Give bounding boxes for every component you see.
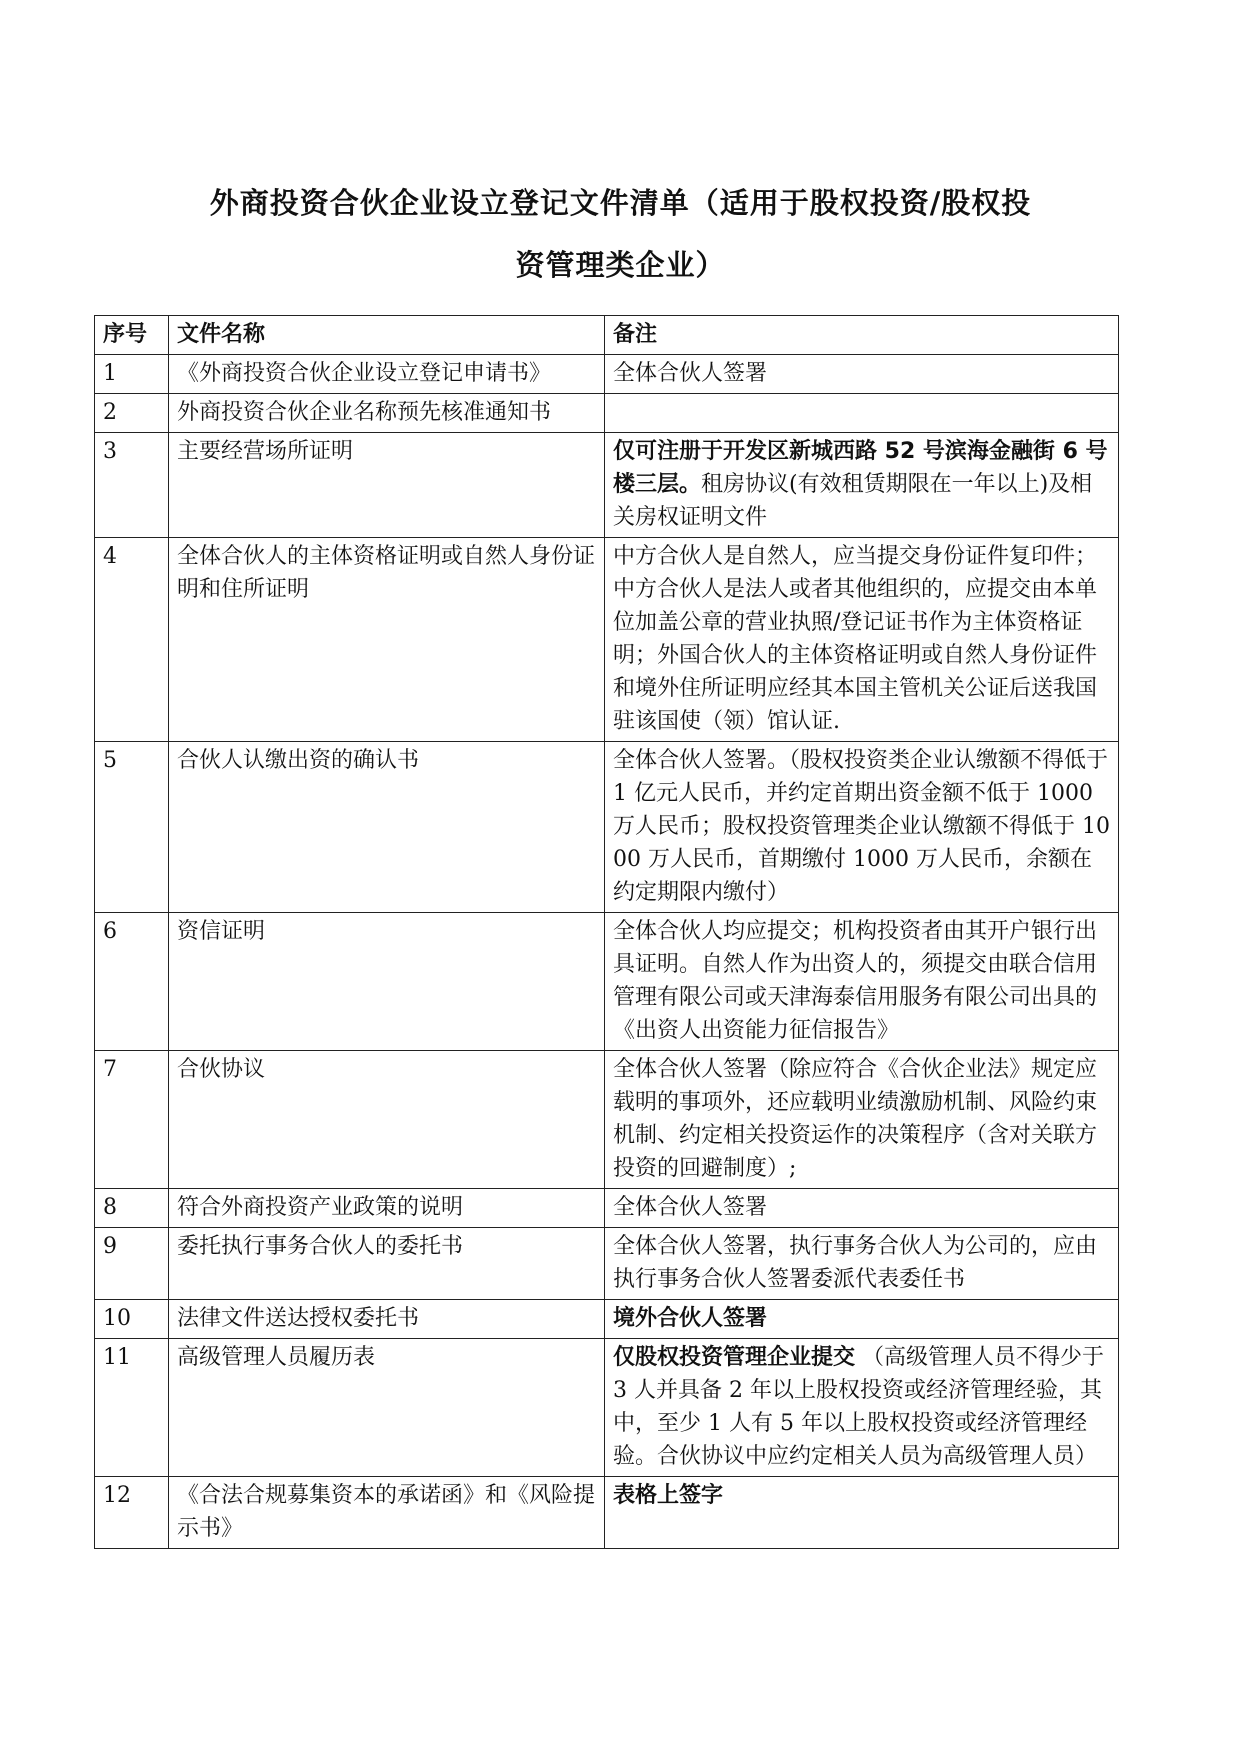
row-remarks bbox=[605, 355, 1119, 394]
remarks-text: （高级管理人员不得少于 3 人并具备 2 年以上股权投资或经济管理经验，其中，至少 1 人有 5 年以上股权投资或经济管理经验。合伙协议中应约定相关人员为高级管理人员） bbox=[613, 1345, 1105, 1469]
header-number: 序号 bbox=[95, 316, 169, 355]
table-row bbox=[95, 742, 1119, 913]
remarks-text: 全体合伙人均应提交；机构投资者由其开户银行出具证明。自然人作为出资人的，须提交由联合信用管理有限公司或天津海泰信用服务有限公司出具的《出资人出资能力征信报告》 bbox=[613, 919, 1098, 1043]
row-document-name: 主要经营场所证明 bbox=[169, 433, 605, 538]
row-document-name: 资信证明 bbox=[169, 913, 605, 1051]
remarks-text: 全体合伙人签署，执行事务合伙人为公司的，应由执行事务合伙人签署委派代表委任书 bbox=[613, 1234, 1098, 1292]
table-row bbox=[95, 355, 1119, 394]
table-row bbox=[95, 1477, 1119, 1549]
table-row bbox=[95, 394, 1119, 433]
row-remarks bbox=[605, 1228, 1119, 1300]
table-row bbox=[95, 1300, 1119, 1339]
row-remarks bbox=[605, 1300, 1119, 1339]
row-number: 3 bbox=[95, 433, 169, 538]
row-document-name: 《合法合规募集资本的承诺函》和《风险提示书》 bbox=[169, 1477, 605, 1549]
table-row bbox=[95, 1051, 1119, 1189]
row-remarks bbox=[605, 394, 1119, 433]
row-number: 12 bbox=[95, 1477, 169, 1549]
row-remarks bbox=[605, 742, 1119, 913]
row-number: 8 bbox=[95, 1189, 169, 1228]
row-number: 1 bbox=[95, 355, 169, 394]
row-remarks bbox=[605, 538, 1119, 742]
row-document-name: 符合外商投资产业政策的说明 bbox=[169, 1189, 605, 1228]
row-document-name: 委托执行事务合伙人的委托书 bbox=[169, 1228, 605, 1300]
remarks-text: 全体合伙人签署 bbox=[613, 361, 768, 386]
row-document-name: 合伙人认缴出资的确认书 bbox=[169, 742, 605, 913]
table-row bbox=[95, 1228, 1119, 1300]
row-number: 6 bbox=[95, 913, 169, 1051]
row-number: 10 bbox=[95, 1300, 169, 1339]
row-number: 5 bbox=[95, 742, 169, 913]
remarks-text: 全体合伙人签署。（股权投资类企业认缴额不得低于 1 亿元人民币，并约定首期出资金额不低于 1000 万人民币；股权投资管理类企业认缴额不得低于 1000 万人民币，首期缴付 1000 万人民币，余额在约定期限内缴付） bbox=[613, 748, 1110, 905]
remarks-text: 中方合伙人是自然人，应当提交身份证件复印件；中方合伙人是法人或者其他组织的，应提交由本单位加盖公章的营业执照/登记证书作为主体资格证明；外国合伙人的主体资格证明或自然人身份证件和境外住所证明应经其本国主管机关公证后送我国驻该国使（领）馆认证. bbox=[613, 544, 1098, 734]
row-document-name: 法律文件送达授权委托书 bbox=[169, 1300, 605, 1339]
table-header-row bbox=[95, 316, 1119, 355]
row-remarks bbox=[605, 1051, 1119, 1189]
row-document-name: 外商投资合伙企业名称预先核准通知书 bbox=[169, 394, 605, 433]
document-title-line-1: 外商投资合伙企业设立登记文件清单（适用于股权投资/股权投 bbox=[209, 186, 1032, 220]
row-document-name: 《外商投资合伙企业设立登记申请书》 bbox=[169, 355, 605, 394]
table-row bbox=[95, 433, 1119, 538]
row-remarks bbox=[605, 1339, 1119, 1477]
row-document-name: 合伙协议 bbox=[169, 1051, 605, 1189]
row-number: 2 bbox=[95, 394, 169, 433]
table-row bbox=[95, 538, 1119, 742]
row-number: 9 bbox=[95, 1228, 169, 1300]
row-remarks bbox=[605, 1189, 1119, 1228]
header-document-name: 文件名称 bbox=[169, 316, 605, 355]
row-document-name: 高级管理人员履历表 bbox=[169, 1339, 605, 1477]
row-remarks bbox=[605, 433, 1119, 538]
table-row bbox=[95, 1189, 1119, 1228]
document-title-line-2: 资管理类企业） bbox=[515, 248, 726, 282]
row-number: 7 bbox=[95, 1051, 169, 1189]
table-row bbox=[95, 1339, 1119, 1477]
row-document-name: 全体合伙人的主体资格证明或自然人身份证明和住所证明 bbox=[169, 538, 605, 742]
remarks-text: 全体合伙人签署（除应符合《合伙企业法》规定应载明的事项外，还应载明业绩激励机制、风险约束机制、约定相关投资运作的决策程序（含对关联方投资的回避制度）; bbox=[613, 1057, 1098, 1181]
remarks-text: 全体合伙人签署 bbox=[613, 1195, 768, 1220]
remarks-emphasis: 表格上签字 bbox=[613, 1483, 724, 1508]
remarks-emphasis: 境外合伙人签署 bbox=[613, 1306, 768, 1331]
remarks-emphasis: 仅可注册于开发区新城西路 52 号滨海金融街 6 号楼三层。 bbox=[613, 439, 1108, 497]
row-number: 4 bbox=[95, 538, 169, 742]
header-remarks: 备注 bbox=[605, 316, 1119, 355]
row-remarks bbox=[605, 1477, 1119, 1549]
row-number: 11 bbox=[95, 1339, 169, 1477]
document-checklist-table bbox=[94, 315, 1119, 1549]
row-remarks bbox=[605, 913, 1119, 1051]
remarks-emphasis: 仅股权投资管理企业提交 bbox=[613, 1345, 856, 1370]
remarks-text: 租房协议(有效租赁期限在一年以上)及相关房权证明文件 bbox=[613, 472, 1093, 530]
table-row bbox=[95, 913, 1119, 1051]
